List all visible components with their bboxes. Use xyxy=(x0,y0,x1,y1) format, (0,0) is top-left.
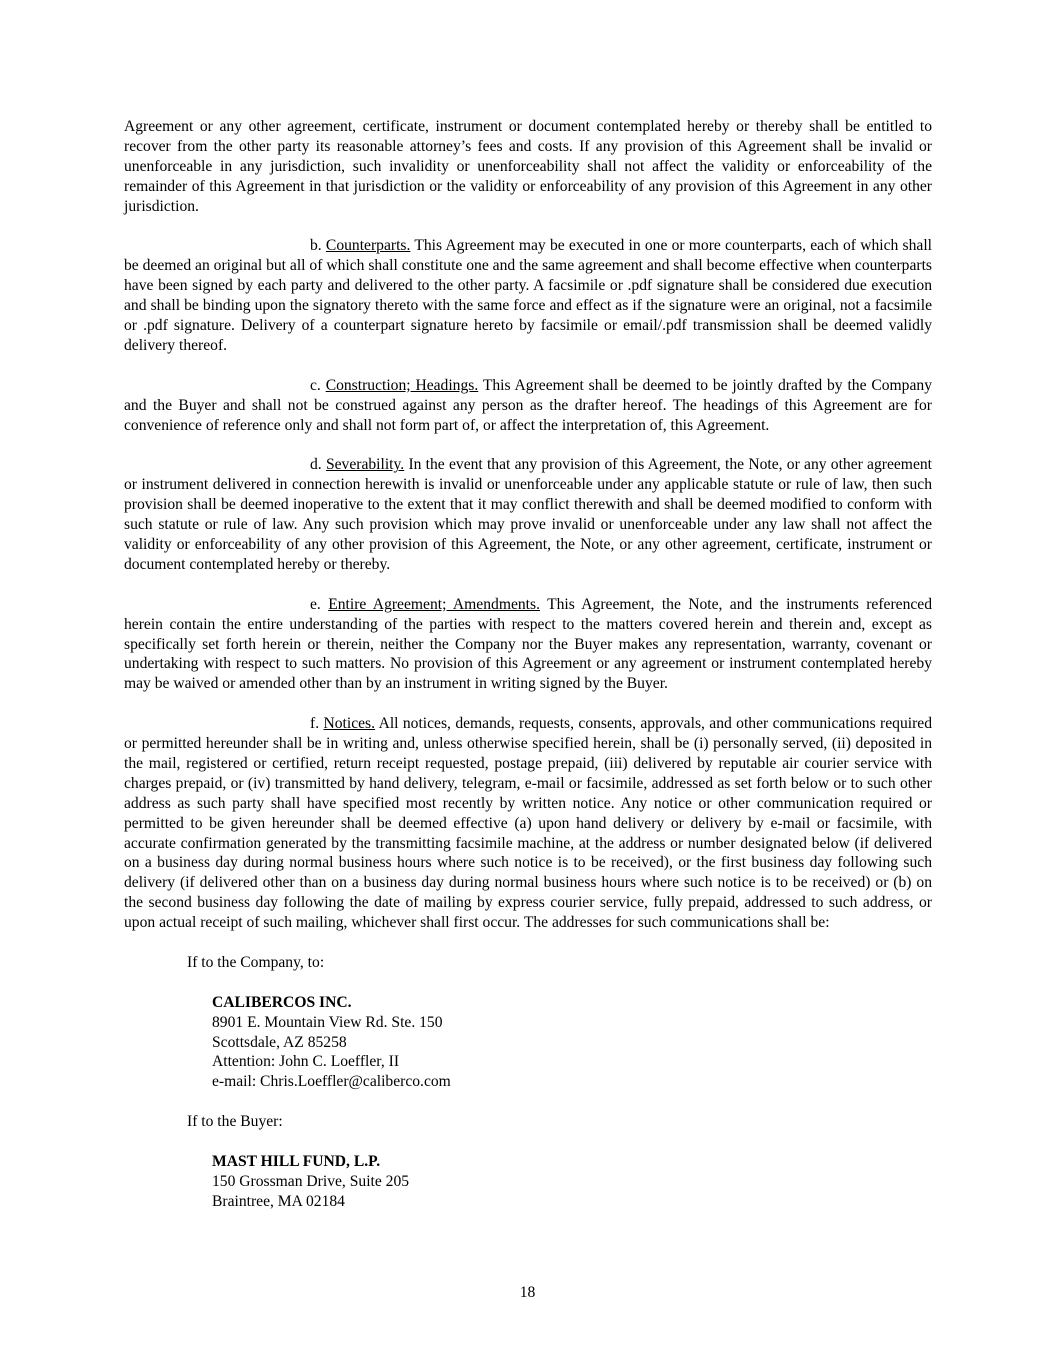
document-page xyxy=(124,117,932,1232)
buyer-city: Braintree, MA 02184 xyxy=(212,1192,345,1210)
section-notices xyxy=(124,714,932,933)
section-heading: Entire Agreement; Amendments. xyxy=(328,595,540,613)
buyer-street: 150 Grossman Drive, Suite 205 xyxy=(212,1172,410,1190)
company-address-block xyxy=(212,993,932,1093)
section-body: This Agreement shall be deemed to be jointly drafted by the Company and the Buyer and shall not be construed against any person as the drafter hereof. The headings of this Agreement are for convenience of reference only and shall not form part of, or affect the interpretation of, this Agreement. xyxy=(124,376,932,434)
section-letter: e. xyxy=(310,595,321,613)
section-heading: Severability. xyxy=(325,456,405,474)
company-street: 8901 E. Mountain View Rd. Ste. 150 xyxy=(212,1013,443,1031)
section-heading: Counterparts. xyxy=(325,237,411,255)
page-number: 18 xyxy=(519,1284,536,1301)
section-letter: c. xyxy=(310,376,321,394)
section-heading: Construction; Headings. xyxy=(325,376,479,394)
section-construction-headings xyxy=(124,376,932,436)
company-email: e-mail: Chris.Loeffler@caliberco.com xyxy=(212,1073,451,1091)
section-entire-agreement xyxy=(124,595,932,695)
section-body: In the event that any provision of this Agreement, the Note, or any other agreement or instrument delivered in connection herewith is invalid or unenforceable under any applicable statute or rule of law, then such provision shall be deemed inoperative to the extent that it may conflict therewith and shall be deemed modified to conform with such statute or rule of law. Any such provision which may prove invalid or unenforceable under any law shall not affect the validity or enforceability of any other provision of this Agreement, the Note, or any other agreement, certificate, instrument or document contemplated hereby or thereby. xyxy=(124,456,932,573)
buyer-name: MAST HILL FUND, L.P. xyxy=(212,1152,381,1170)
company-name: CALIBERCOS INC. xyxy=(212,993,352,1011)
buyer-intro: If to the Buyer: xyxy=(187,1113,283,1131)
section-letter: b. xyxy=(310,237,322,255)
company-city: Scottsdale, AZ 85258 xyxy=(212,1033,347,1051)
company-intro: If to the Company, to: xyxy=(187,953,325,971)
section-counterparts xyxy=(124,236,932,355)
section-body: This Agreement, the Note, and the instruments referenced herein contain the entire understanding of the parties with respect to the matters covered herein and therein and, except as specifically set forth herein or therein, neither the Company nor the Buyer makes any representation, warranty, covenant or undertaking with respect to such matters. No provision of this Agreement or any agreement or instrument contemplated hereby may be waived or amended other than by an instrument in writing signed by the Buyer. xyxy=(124,595,933,693)
section-severability xyxy=(124,455,932,574)
continuation-paragraph: Agreement or any other agreement, certificate, instrument or document contemplated hereby or thereby shall be entitled to recover from the other party its reasonable attorney’s fees and costs. If any provision of this Agreement shall be invalid or unenforceable in any jurisdiction, such invalidity or unenforceability shall not affect the validity or enforceability of the remainder of this Agreement in that jurisdiction or the validity or enforceability of any provision of this Agreement in any other jurisdiction. xyxy=(124,118,932,215)
buyer-address-block xyxy=(212,1152,932,1212)
section-letter: f. xyxy=(310,715,320,733)
section-body: All notices, demands, requests, consents, approvals, and other communications required or permitted hereunder shall be in writing and, unless otherwise specified herein, shall be (i) personally served, (ii) deposited in the mail, registered or certified, return receipt requested, postage prepaid, (iii) delivered by reputable air courier service with charges prepaid, or (iv) transmitted by hand delivery, telegram, e-mail or facsimile, addressed as set forth below or to such other address as such party shall have specified most recently by written notice. Any notice or other communication required or permitted to be given hereunder shall be deemed effective (a) upon hand delivery or delivery by e-mail or facsimile, with accurate confirmation generated by the transmitting facsimile machine, at the address or number designated below (if delivered on a business day during normal business hours where such notice is to be received), or the first business day following such delivery (if delivered other than on a business day during normal business hours where such notice is to be received) or (b) on the second business day following the date of mailing by express courier service, fully prepaid, addressed to such address, or upon actual receipt of such mailing, whichever shall first occur. The addresses for such communications shall be: xyxy=(124,715,933,932)
company-attention: Attention: John C. Loeffler, II xyxy=(212,1053,400,1071)
section-body: This Agreement may be executed in one or more counterparts, each of which shall be deemed an original but all of which shall constitute one and the same agreement and shall become effective when counterparts have been signed by each party and delivered to the other party. A facsimile or .pdf signature shall be considered due execution and shall be binding upon the signatory thereto with the same force and effect as if the signature were an original, not a facsimile or .pdf signature. Delivery of a counterpart signature hereto by facsimile or email/.pdf transmission shall be deemed validly delivery thereof. xyxy=(124,237,932,354)
section-letter: d. xyxy=(310,456,322,474)
section-heading: Notices. xyxy=(323,715,376,733)
